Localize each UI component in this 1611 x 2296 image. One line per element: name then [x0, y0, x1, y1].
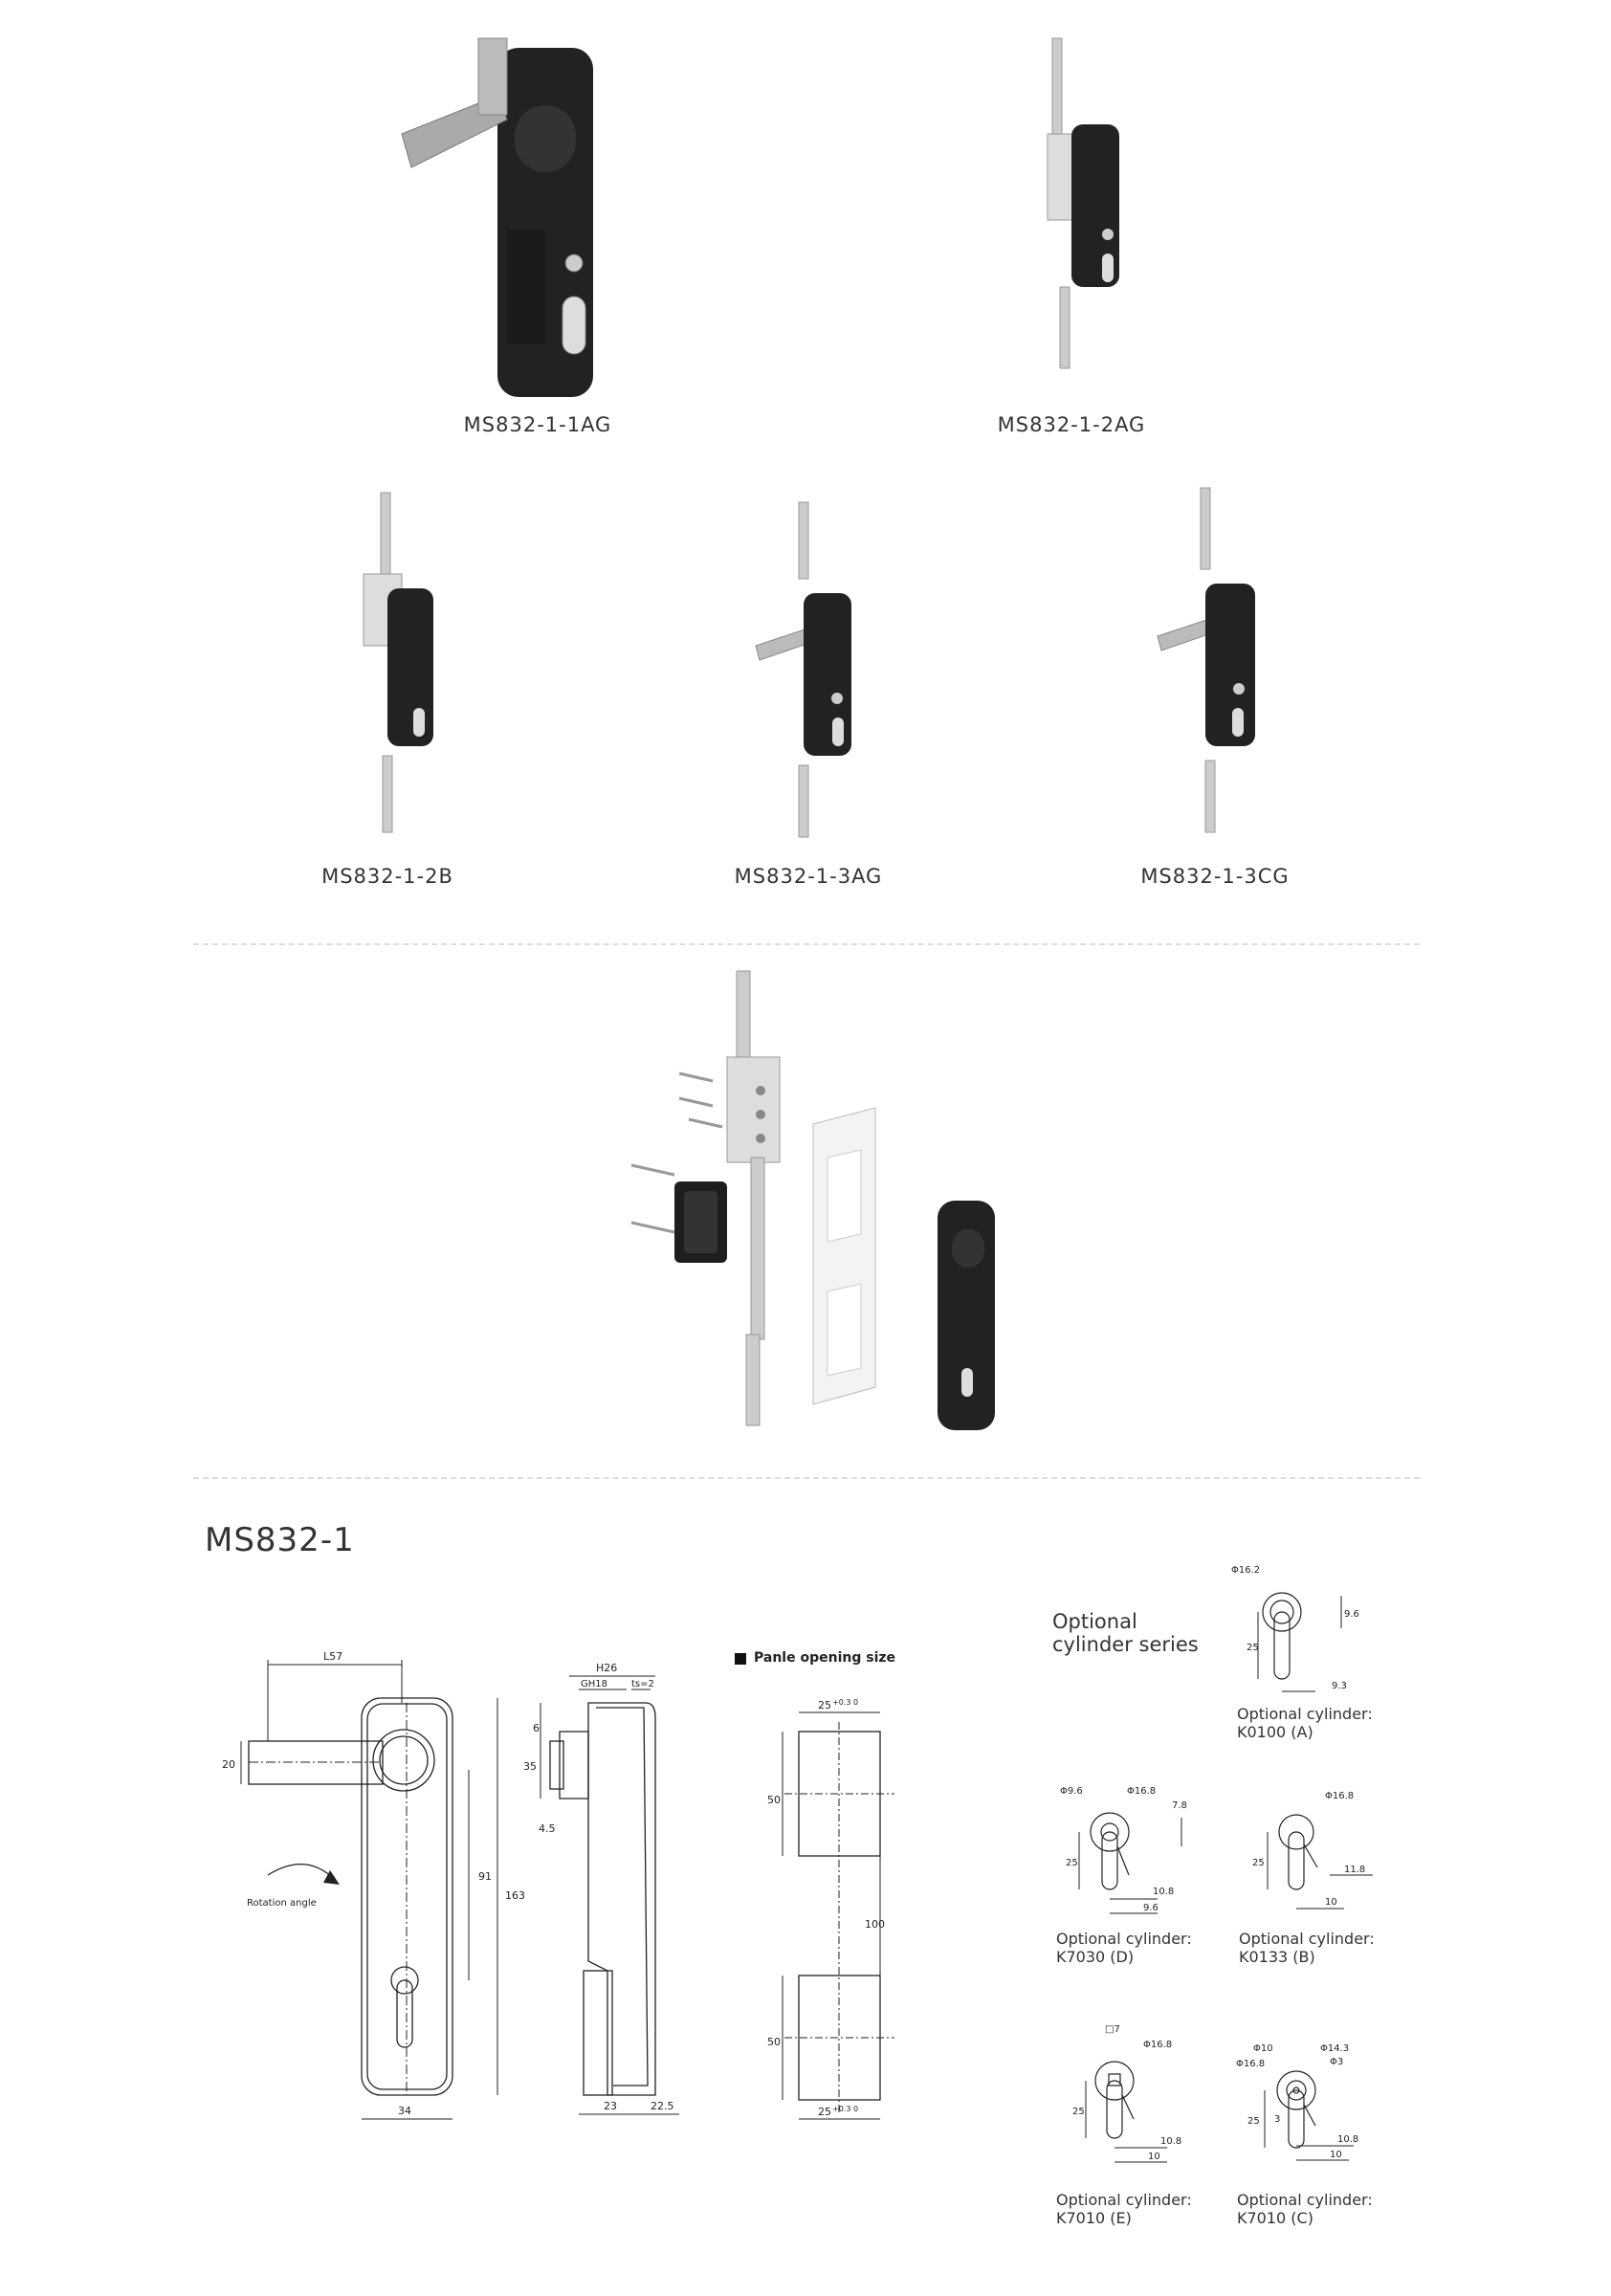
dim-91: 91 — [478, 1870, 492, 1883]
cylinder-code: K0100 (A) — [1237, 1723, 1313, 1741]
cyl-dim: 3 — [1274, 2114, 1281, 2125]
panel-height-100: 100 — [865, 1918, 885, 1931]
cyl-dim: 25 — [1247, 2116, 1260, 2127]
cylinder-label: Optional cylinder: — [1056, 2191, 1192, 2209]
cylinder-drawing-k7030 — [1052, 1779, 1215, 1923]
cyl-dim: Φ9.6 — [1060, 1786, 1083, 1797]
cyl-dim: Φ16.2 — [1231, 1565, 1261, 1576]
cyl-dim: 10.8 — [1337, 2134, 1359, 2145]
dim-23: 23 — [604, 2100, 617, 2112]
cyl-dim: 25 — [1072, 2107, 1085, 2117]
cyl-dim: 9.6 — [1143, 1903, 1159, 1913]
cylinder-drawing-k7010-e — [1067, 2019, 1220, 2172]
side-view-drawing — [521, 1645, 713, 2133]
product-image-ms832-1-2b — [354, 493, 450, 837]
cylinder-label: Optional cylinder: — [1239, 1930, 1375, 1948]
cylinder-code: K7010 (E) — [1056, 2209, 1132, 2227]
cylinder-label: Optional cylinder: — [1237, 2191, 1373, 2209]
panel-opening-drawing — [756, 1693, 909, 2133]
cyl-dim: Φ10 — [1253, 2043, 1273, 2054]
product-image-ms832-1-3cg — [1148, 488, 1253, 837]
cyl-dim: □7 — [1105, 2024, 1120, 2035]
dim-gh18: GH18 — [581, 1679, 607, 1689]
dim-h26: H26 — [596, 1662, 618, 1674]
cylinder-caption — [1239, 1930, 1375, 1966]
panel-opening-label: Panle opening size — [754, 1650, 896, 1666]
cyl-dim: 10 — [1148, 2152, 1160, 2162]
dim-6: 6 — [533, 1722, 540, 1734]
cylinder-heading — [1052, 1610, 1199, 1656]
cylinder-label: Optional cylinder: — [1237, 1705, 1373, 1723]
cyl-dim: 11.8 — [1344, 1865, 1366, 1875]
product-image-ms832-1-1ag — [383, 29, 631, 411]
dim-22-5: 22.5 — [651, 2100, 674, 2112]
cylinder-caption — [1237, 1705, 1373, 1741]
section-divider — [193, 943, 1420, 945]
cyl-dim: 25 — [1247, 1643, 1259, 1653]
cyl-dim: 10 — [1330, 2150, 1342, 2160]
dim-163: 163 — [505, 1889, 525, 1902]
product-image-ms832-1-2ag — [1033, 38, 1138, 373]
cyl-dim: 9.3 — [1332, 1681, 1347, 1691]
product-caption: MS832-1-1AG — [463, 413, 612, 436]
cylinder-code: K7010 (C) — [1237, 2209, 1313, 2227]
dim-35: 35 — [523, 1760, 537, 1773]
cylinder-caption — [1237, 2191, 1373, 2227]
panel-top-width: 25 — [818, 1699, 831, 1711]
dim-length: L57 — [323, 1650, 343, 1663]
section-divider — [193, 1477, 1420, 1479]
panel-height-a: 50 — [767, 1794, 781, 1806]
dim-handle-height: 20 — [222, 1758, 235, 1771]
dim-width: 34 — [398, 2105, 411, 2117]
cyl-dim: 9.6 — [1344, 1609, 1359, 1620]
front-view-drawing — [210, 1645, 525, 2133]
cylinder-label: Optional cylinder: — [1056, 1930, 1192, 1948]
dim-4-5: 4.5 — [539, 1822, 556, 1835]
cyl-dim: Φ16.8 — [1143, 2040, 1173, 2050]
cylinder-heading-line2: cylinder series — [1052, 1633, 1199, 1656]
drawing-title: MS832-1 — [205, 1521, 355, 1559]
cyl-dim: Φ16.8 — [1236, 2059, 1266, 2069]
cyl-dim: 7.8 — [1172, 1800, 1187, 1811]
cylinder-heading-line1: Optional — [1052, 1610, 1137, 1633]
exploded-view-image — [622, 966, 1024, 1435]
product-caption: MS832-1-2B — [321, 865, 453, 888]
cyl-dim: 10.8 — [1153, 1887, 1175, 1897]
cyl-dim: 25 — [1252, 1858, 1265, 1868]
cylinder-caption — [1056, 2191, 1192, 2227]
cylinder-code: K7030 (D) — [1056, 1948, 1135, 1966]
cylinder-caption — [1056, 1930, 1192, 1966]
cyl-dim: 10 — [1325, 1897, 1337, 1908]
cylinder-drawing-k0133 — [1239, 1779, 1392, 1923]
cylinder-drawing-k0100 — [1229, 1559, 1373, 1703]
cylinder-drawing-k7010-c — [1234, 2038, 1387, 2181]
rotation-label: Rotation angle — [247, 1898, 317, 1909]
cyl-dim: Φ14.3 — [1320, 2043, 1350, 2054]
cyl-dim: 10.8 — [1160, 2136, 1182, 2147]
product-caption: MS832-1-3CG — [1140, 865, 1290, 888]
cyl-dim: Φ16.8 — [1127, 1786, 1157, 1797]
panel-bottom-tolerance: +0.3 0 — [832, 2105, 859, 2113]
product-image-ms832-1-3ag — [756, 502, 861, 842]
cyl-dim: Φ16.8 — [1325, 1791, 1355, 1801]
product-caption: MS832-1-3AG — [734, 865, 883, 888]
panel-bottom-width: 25 — [818, 2106, 831, 2118]
panel-top-tolerance: +0.3 0 — [832, 1698, 859, 1707]
cyl-dim: Φ3 — [1330, 2057, 1344, 2067]
dim-ts: ts=2 — [631, 1679, 654, 1689]
product-caption: MS832-1-2AG — [997, 413, 1146, 436]
panel-opening-marker — [735, 1653, 746, 1665]
cyl-dim: 25 — [1066, 1858, 1078, 1868]
cylinder-code: K0133 (B) — [1239, 1948, 1315, 1966]
panel-height-b: 50 — [767, 2036, 781, 2048]
